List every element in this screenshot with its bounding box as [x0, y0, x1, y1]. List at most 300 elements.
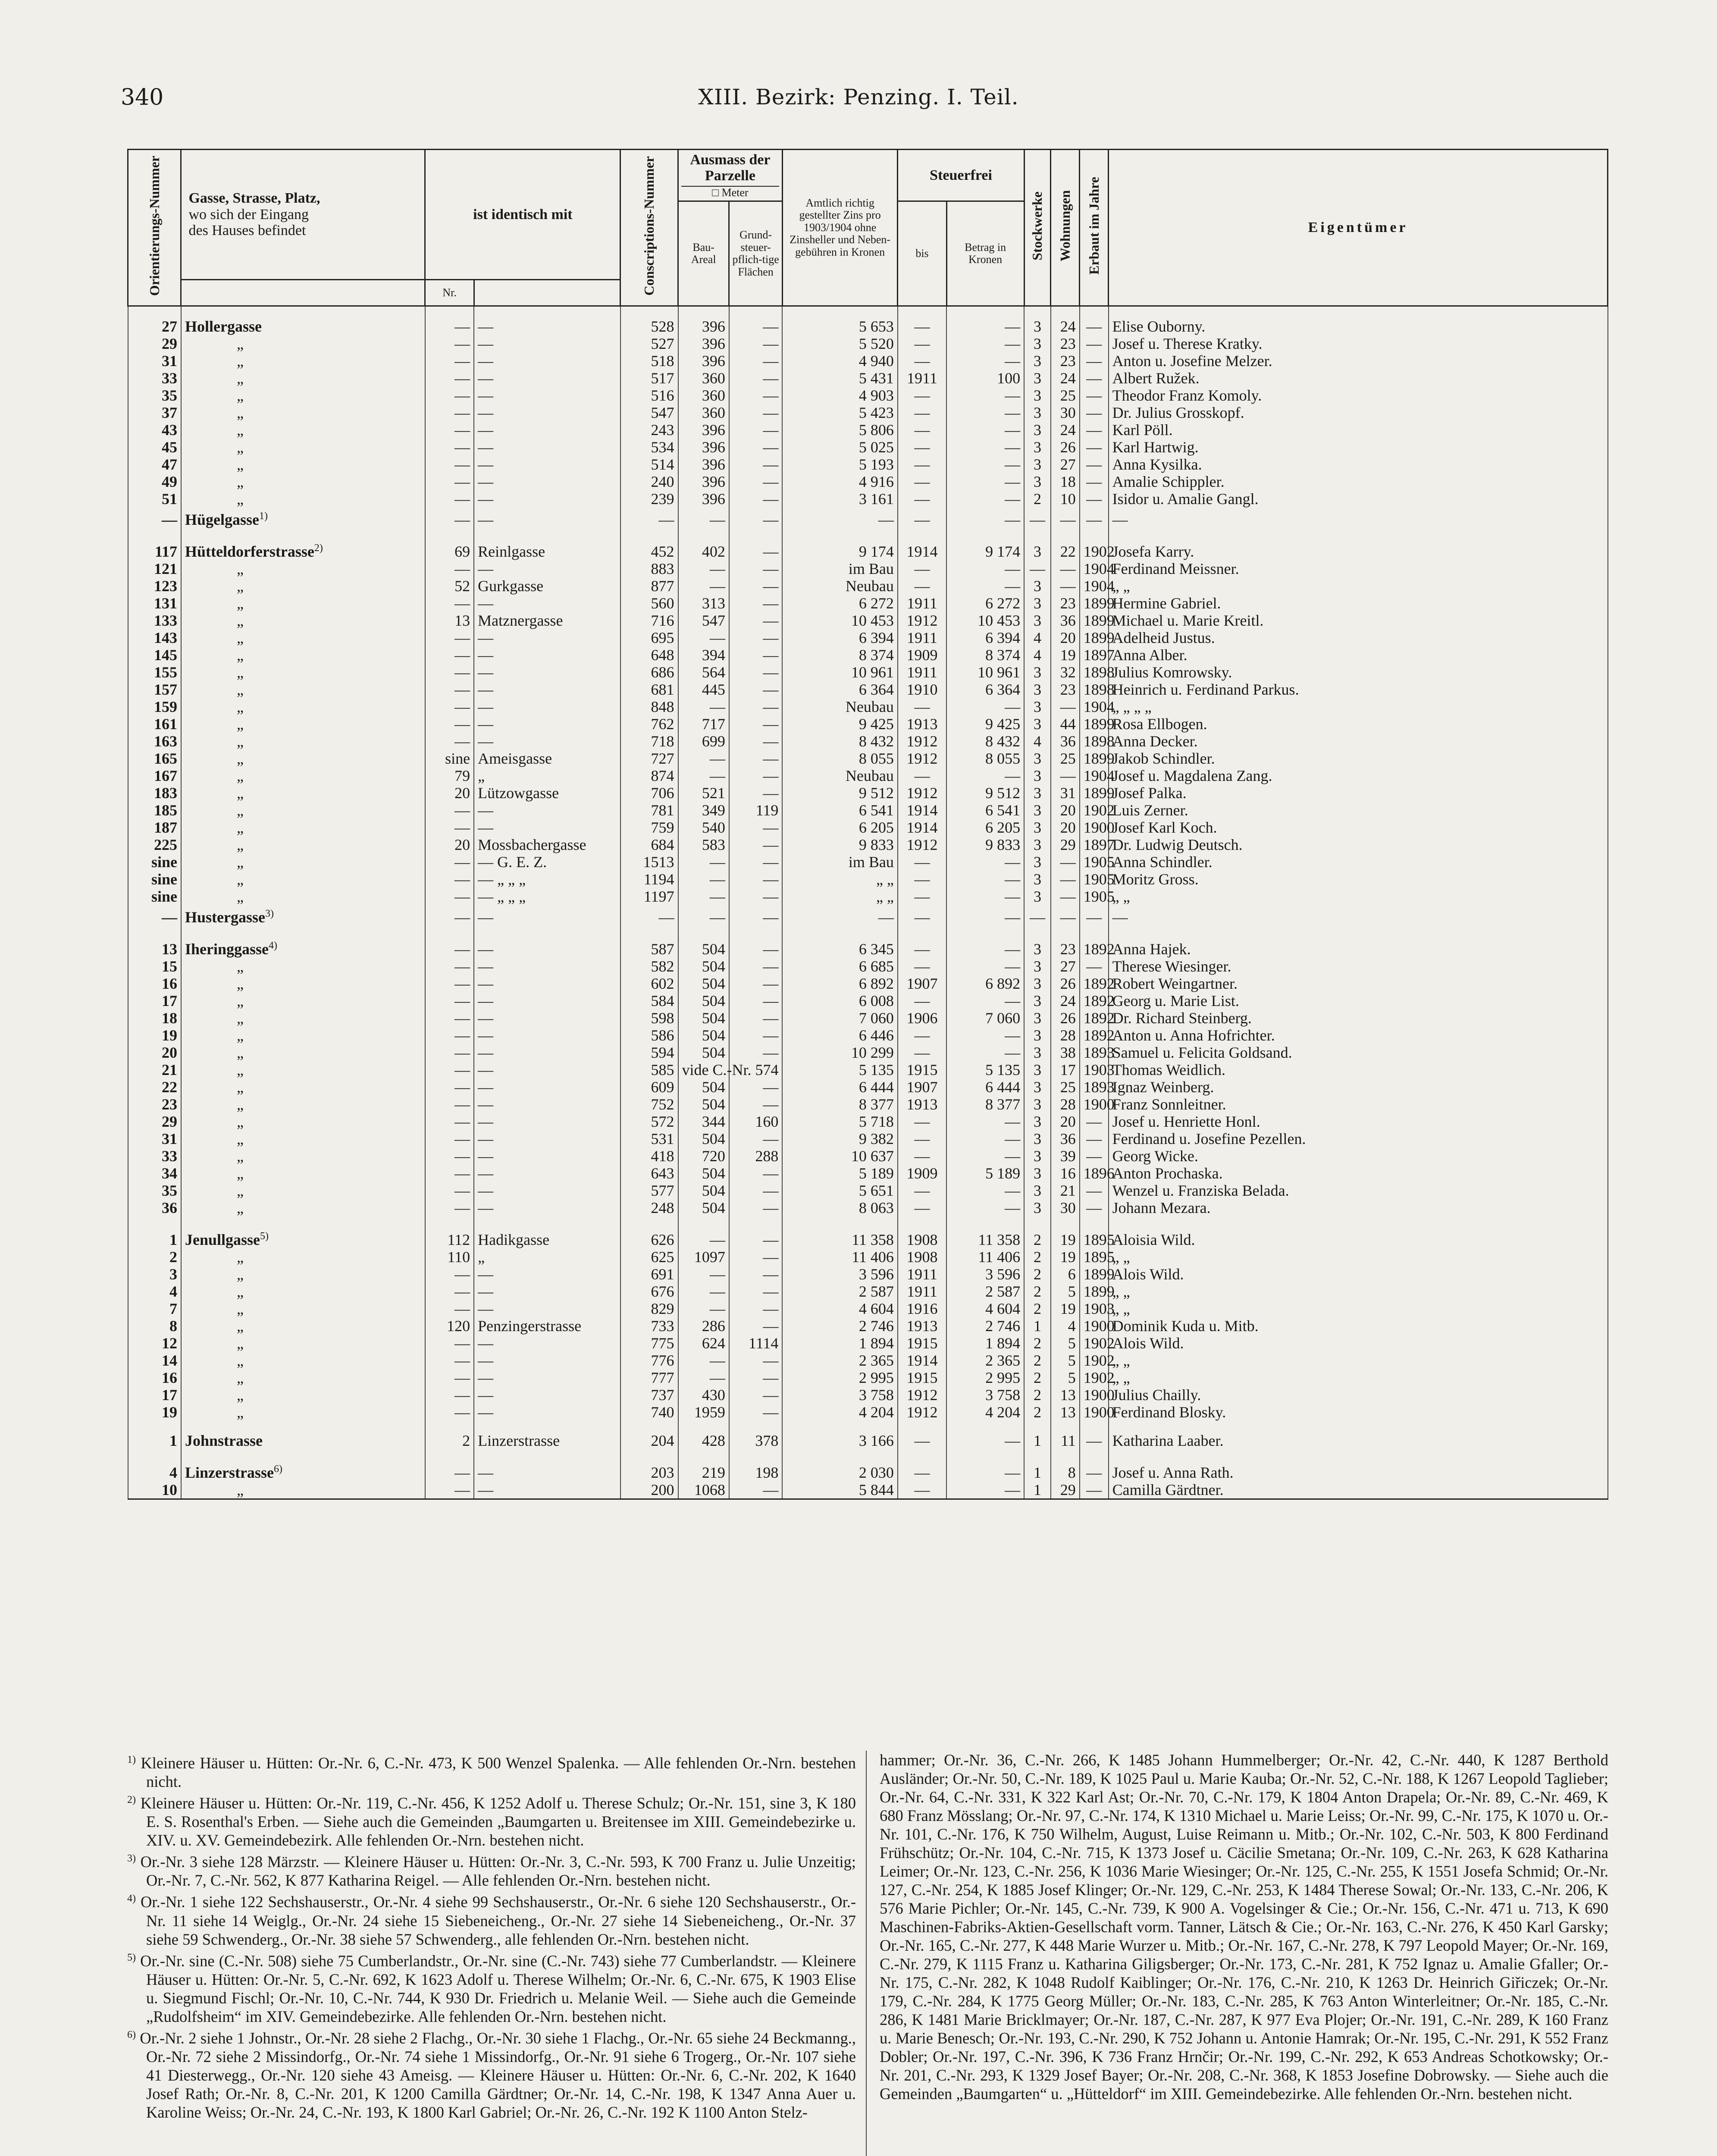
cell-ident-street: —: [474, 560, 620, 577]
cell-bau-areal: [678, 1449, 729, 1460]
cell-or-nr: 1: [128, 1432, 181, 1449]
cell-owner: [1109, 306, 1608, 318]
cell-bau-areal: —: [678, 1300, 729, 1317]
cell-stockwerke: 3: [1024, 404, 1051, 421]
cell-steuerfrei-bis: 1914: [898, 539, 946, 560]
cell-or-nr: 21: [128, 1061, 181, 1078]
cell-zins: 6 541: [782, 802, 898, 819]
cell-grund-flaeche: —: [729, 1009, 783, 1027]
cell-owner: Camilla Gärdtner.: [1109, 1481, 1608, 1499]
cell-owner: [1109, 1449, 1608, 1460]
cell-erbaut: 1899: [1080, 750, 1109, 767]
cell-conscr-nr: 1197: [620, 888, 678, 905]
ditto-mark: „: [236, 681, 244, 698]
cell-steuerfrei-bis: [898, 306, 946, 318]
cell-ident-nr: —: [425, 318, 474, 335]
cell-ident-nr: 52: [425, 577, 474, 595]
cell-owner: [1109, 528, 1608, 539]
cell-ident-nr: —: [425, 1027, 474, 1044]
cell-zins: im Bau: [782, 560, 898, 577]
cell-conscr-nr: 584: [620, 992, 678, 1009]
cell-street: [181, 560, 425, 577]
cell-street: [181, 421, 425, 439]
footnote: [127, 1890, 856, 1948]
cell-ident-nr: —: [425, 387, 474, 404]
cell-ident-nr: —: [425, 1113, 474, 1130]
cell-grund-flaeche: —: [729, 715, 783, 733]
table-row: [128, 1078, 1608, 1096]
cell-steuerfrei-betrag: —: [946, 937, 1024, 958]
cell-zins: —: [782, 905, 898, 926]
cell-zins: 5 423: [782, 404, 898, 421]
cell-ident-street: —: [474, 905, 620, 926]
cell-grund-flaeche: [729, 528, 783, 539]
cell-grund-flaeche: —: [729, 1386, 783, 1404]
footnote-mark: 3): [127, 1853, 136, 1865]
cell-street: [181, 1300, 425, 1317]
ditto-mark: „: [236, 1027, 244, 1044]
ditto-mark: „: [236, 1113, 244, 1130]
cell-steuerfrei-betrag: 6 364: [946, 681, 1024, 698]
street-name: Hügelgasse: [185, 511, 259, 528]
col-eigentuemer: Eigentümer: [1109, 150, 1608, 306]
footnote-mark: 4): [127, 1893, 136, 1905]
cell-stockwerke: 3: [1024, 1147, 1051, 1165]
cell-steuerfrei-bis: —: [898, 508, 946, 528]
cell-grund-flaeche: [729, 1421, 783, 1432]
cell-conscr-nr: 781: [620, 802, 678, 819]
cell-street: [181, 888, 425, 905]
cell-ident-street: —: [474, 1283, 620, 1300]
cell-owner: Anna Decker.: [1109, 733, 1608, 750]
cell-street: [181, 528, 425, 539]
cell-conscr-nr: 594: [620, 1044, 678, 1061]
cell-grund-flaeche: —: [729, 421, 783, 439]
col-ident-sub: [474, 280, 620, 306]
cell-grund-flaeche: —: [729, 646, 783, 664]
cell-ident-street: Linzerstrasse: [474, 1432, 620, 1449]
cell-steuerfrei-betrag: 1 894: [946, 1335, 1024, 1352]
cell-stockwerke: 3: [1024, 1096, 1051, 1113]
cell-ident-nr: —: [425, 370, 474, 387]
cell-bau-areal: 504: [678, 937, 729, 958]
cell-stockwerke: —: [1024, 905, 1051, 926]
cell-ident-street: —: [474, 1096, 620, 1113]
cell-steuerfrei-bis: 1909: [898, 1165, 946, 1182]
cell-bau-areal: 349: [678, 802, 729, 819]
cell-street: [181, 1266, 425, 1283]
cell-wohnungen: 30: [1051, 1199, 1080, 1216]
cell-owner: Josefa Karry.: [1109, 539, 1608, 560]
cell-stockwerke: 3: [1024, 871, 1051, 888]
table-row: [128, 871, 1608, 888]
cell-street: [181, 992, 425, 1009]
cell-conscr-nr: 452: [620, 539, 678, 560]
cell-or-nr: 47: [128, 456, 181, 473]
cell-conscr-nr: 560: [620, 595, 678, 612]
cell-street: [181, 508, 425, 528]
cell-zins: [782, 926, 898, 937]
table-row: [128, 490, 1608, 508]
cell-or-nr: 51: [128, 490, 181, 508]
cell-wohnungen: [1051, 1421, 1080, 1432]
cell-stockwerke: 3: [1024, 1130, 1051, 1147]
cell-owner: Therese Wiesinger.: [1109, 958, 1608, 975]
cell-erbaut: 1904: [1080, 577, 1109, 595]
cell-erbaut: 1897: [1080, 646, 1109, 664]
cell-or-nr: 163: [128, 733, 181, 750]
cell-wohnungen: 31: [1051, 784, 1080, 802]
spacer-row: [128, 306, 1608, 318]
cell-ident-street: —: [474, 404, 620, 421]
cell-bau-areal: 445: [678, 681, 729, 698]
cell-zins: 10 961: [782, 664, 898, 681]
cell-grund-flaeche: —: [729, 595, 783, 612]
footnote-ref: 5): [260, 1231, 269, 1242]
cell-steuerfrei-bis: —: [898, 456, 946, 473]
cell-conscr-nr: 829: [620, 1300, 678, 1317]
cell-stockwerke: 3: [1024, 836, 1051, 853]
cell-owner: Karl Hartwig.: [1109, 439, 1608, 456]
ditto-mark: „: [236, 1248, 244, 1266]
ditto-mark: „: [236, 836, 244, 853]
cell-bau-areal: 396: [678, 473, 729, 490]
cell-erbaut: 1903: [1080, 1061, 1109, 1078]
cell-ident-nr: 2: [425, 1432, 474, 1449]
street-name: Linzerstrasse: [185, 1464, 274, 1481]
cell-or-nr: 22: [128, 1078, 181, 1096]
cell-ident-nr: —: [425, 1266, 474, 1283]
cell-bau-areal: —: [678, 853, 729, 871]
footnote-ref: 4): [269, 940, 277, 951]
cell-stockwerke: 1: [1024, 1317, 1051, 1335]
cell-erbaut: 1892: [1080, 1027, 1109, 1044]
cell-zins: 3 161: [782, 490, 898, 508]
cell-zins: „ „: [782, 871, 898, 888]
cell-ident-street: —: [474, 1009, 620, 1027]
ditto-mark: „: [236, 1369, 244, 1386]
ditto-mark: „: [236, 1078, 244, 1096]
cell-wohnungen: 44: [1051, 715, 1080, 733]
table-row: [128, 335, 1608, 352]
cell-steuerfrei-betrag: 7 060: [946, 1009, 1024, 1027]
cell-wohnungen: 27: [1051, 456, 1080, 473]
col-amtlich: Amtlich richtig gestellter Zins pro 1903/1904 ohne Zinsheller und Neben-gebühren in Kronen: [782, 150, 898, 306]
cell-or-nr: 23: [128, 1096, 181, 1113]
cell-zins: 5 189: [782, 1165, 898, 1182]
cell-ident-street: Ameisgasse: [474, 750, 620, 767]
ditto-mark: „: [236, 784, 244, 802]
footnote-ref: 2): [314, 542, 323, 554]
cell-erbaut: 1893: [1080, 1078, 1109, 1096]
cell-steuerfrei-bis: [898, 1421, 946, 1432]
ditto-mark: „: [236, 871, 244, 888]
cell-owner: Johann Mezara.: [1109, 1199, 1608, 1216]
cell-bau-areal: [678, 528, 729, 539]
cell-steuerfrei-bis: —: [898, 490, 946, 508]
table-row: [128, 958, 1608, 975]
cell-steuerfrei-betrag: —: [946, 1027, 1024, 1044]
table-row: [128, 473, 1608, 490]
cell-ident-nr: —: [425, 664, 474, 681]
cell-or-nr: —: [128, 905, 181, 926]
table-row: [128, 1165, 1608, 1182]
cell-ident-nr: —: [425, 1283, 474, 1300]
ditto-mark: „: [236, 1317, 244, 1335]
table-row: [128, 715, 1608, 733]
table-row: [128, 681, 1608, 698]
spacer-row: [128, 1449, 1608, 1460]
cell-wohnungen: 6: [1051, 1266, 1080, 1283]
cell-steuerfrei-bis: 1916: [898, 1300, 946, 1317]
cell-steuerfrei-betrag: 2 746: [946, 1317, 1024, 1335]
cell-conscr-nr: 776: [620, 1352, 678, 1369]
cell-bau-areal: 360: [678, 404, 729, 421]
cell-steuerfrei-betrag: —: [946, 335, 1024, 352]
cell-or-nr: sine: [128, 853, 181, 871]
table-row: [128, 664, 1608, 681]
cell-or-nr: 35: [128, 387, 181, 404]
cell-erbaut: —: [1080, 1460, 1109, 1481]
cell-steuerfrei-betrag: 2 587: [946, 1283, 1024, 1300]
cell-erbaut: 1896: [1080, 1165, 1109, 1182]
cell-owner: Georg Wicke.: [1109, 1147, 1608, 1165]
table-row: [128, 1009, 1608, 1027]
cell-ident-street: Mossbachergasse: [474, 836, 620, 853]
cell-ident-nr: —: [425, 1147, 474, 1165]
cell-steuerfrei-betrag: 10 961: [946, 664, 1024, 681]
cell-ident-street: —: [474, 819, 620, 836]
cell-bau-areal: 504: [678, 992, 729, 1009]
cell-street: [181, 352, 425, 370]
cell-ident-street: —: [474, 1147, 620, 1165]
cell-zins: 5 718: [782, 1113, 898, 1130]
cell-ident-street: —: [474, 1027, 620, 1044]
cell-or-nr: 16: [128, 975, 181, 992]
cell-zins: 6 205: [782, 819, 898, 836]
cell-or-nr: 16: [128, 1369, 181, 1386]
cell-steuerfrei-betrag: —: [946, 888, 1024, 905]
cell-conscr-nr: 204: [620, 1432, 678, 1449]
cell-bau-areal: 360: [678, 387, 729, 404]
cell-zins: 6 446: [782, 1027, 898, 1044]
cell-or-nr: 183: [128, 784, 181, 802]
cell-erbaut: 1904: [1080, 698, 1109, 715]
cell-ident-nr: —: [425, 1130, 474, 1147]
cell-steuerfrei-bis: 1914: [898, 1352, 946, 1369]
cell-or-nr: 19: [128, 1027, 181, 1044]
cell-erbaut: —: [1080, 958, 1109, 975]
cell-steuerfrei-bis: —: [898, 439, 946, 456]
cell-or-nr: 10: [128, 1481, 181, 1499]
cell-street: [181, 1199, 425, 1216]
cell-bau-areal: —: [678, 1266, 729, 1283]
cell-steuerfrei-bis: 1909: [898, 646, 946, 664]
ditto-mark: „: [236, 456, 244, 473]
cell-ident-street: —: [474, 473, 620, 490]
ditto-mark: „: [236, 767, 244, 784]
spacer-row: [128, 528, 1608, 539]
cell-erbaut: —: [1080, 370, 1109, 387]
cell-erbaut: 1900: [1080, 1096, 1109, 1113]
cell-grund-flaeche: —: [729, 335, 783, 352]
cell-or-nr: 225: [128, 836, 181, 853]
cell-or-nr: 157: [128, 681, 181, 698]
cell-ident-street: —: [474, 1165, 620, 1182]
cell-ident-street: —: [474, 1044, 620, 1061]
cell-steuerfrei-betrag: —: [946, 1182, 1024, 1199]
cell-wohnungen: 13: [1051, 1404, 1080, 1421]
cell-bau-areal: —: [678, 750, 729, 767]
cell-or-nr: [128, 1216, 181, 1228]
cell-ident-street: — „ „ „: [474, 888, 620, 905]
cell-conscr-nr: 759: [620, 819, 678, 836]
cell-steuerfrei-bis: —: [898, 560, 946, 577]
cell-ident-nr: 20: [425, 836, 474, 853]
footnote-text: Or.-Nr. 2 siehe 1 Johnstr., Or.-Nr. 28 siehe 2 Flachg., Or.-Nr. 30 siehe 1 Flachg., Or.-Nr. 65 siehe 24 Beckmanng., Or.-Nr. 72 siehe 2 Missindorfg., Or.-Nr. 74 siehe 1 Missindorfg., Or.-Nr. 91 siehe 6 Trogerg., Or.-Nr. 107 siehe 41 Diesterwegg., Or.-Nr. 120 siehe 43 Ameisg. — Kleinere Häuser u. Hütten: Or.-Nr. 6, C.-Nr. 202, K 1640 Josef Rath; Or.-Nr. 8, C.-Nr. 201, K 1200 Camilla Gärdtner; Or.-Nr. 14, C.-Nr. 198, K 1347 Anna Auer u. Karoline Weiss; Or.-Nr. 24, C.-Nr. 193, K 1800 Karl Gabriel; Or.-Nr. 26, C.-Nr. 192 K 1100 Anton Stelz-: [136, 2029, 856, 2121]
cell-conscr-nr: 695: [620, 629, 678, 646]
cell-ident-nr: —: [425, 1352, 474, 1369]
cell-owner: Isidor u. Amalie Gangl.: [1109, 490, 1608, 508]
cell-or-nr: 33: [128, 370, 181, 387]
cell-ident-nr: —: [425, 958, 474, 975]
cell-steuerfrei-betrag: [946, 1216, 1024, 1228]
cell-stockwerke: 3: [1024, 698, 1051, 715]
cell-bau-areal: 504: [678, 1078, 729, 1096]
cell-conscr-nr: [620, 1216, 678, 1228]
cell-stockwerke: 1: [1024, 1432, 1051, 1449]
cell-street: [181, 1096, 425, 1113]
cell-conscr-nr: 848: [620, 698, 678, 715]
cell-conscr-nr: 418: [620, 1147, 678, 1165]
cell-street: [181, 1449, 425, 1460]
cell-erbaut: —: [1080, 1113, 1109, 1130]
cell-grund-flaeche: —: [729, 1317, 783, 1335]
cell-ident-street: —: [474, 595, 620, 612]
cell-ident-nr: —: [425, 975, 474, 992]
cell-bau-areal: [678, 926, 729, 937]
cell-stockwerke: 2: [1024, 1335, 1051, 1352]
footnote-text: Or.-Nr. 3 siehe 128 Märzstr. — Kleinere Häuser u. Hütten: Or.-Nr. 3, C.-Nr. 593, K 700 Franz u. Julie Unzeitig; Or.-Nr. 7, C.-Nr. 562, K 877 Katharina Reigel. — Alle fehlenden Or.-Nrn. bestehen nicht.: [136, 1853, 856, 1890]
cell-steuerfrei-betrag: —: [946, 992, 1024, 1009]
cell-ident-street: — G. E. Z.: [474, 853, 620, 871]
ditto-mark: „: [236, 958, 244, 975]
cell-bau-areal: 396: [678, 490, 729, 508]
col-betrag: Betrag in Kronen: [946, 201, 1024, 306]
cell-conscr-nr: 883: [620, 560, 678, 577]
cell-wohnungen: 26: [1051, 1009, 1080, 1027]
cell-street: [181, 456, 425, 473]
cell-steuerfrei-bis: —: [898, 473, 946, 490]
col-bau: Bau-Areal: [678, 201, 729, 306]
cell-stockwerke: 3: [1024, 612, 1051, 629]
cell-ident-street: —: [474, 1335, 620, 1352]
cell-bau-areal: 344: [678, 1113, 729, 1130]
cell-grund-flaeche: —: [729, 1165, 783, 1182]
cell-steuerfrei-bis: —: [898, 1460, 946, 1481]
cell-steuerfrei-betrag: 4 604: [946, 1300, 1024, 1317]
cell-bau-areal: 717: [678, 715, 729, 733]
cell-stockwerke: [1024, 528, 1051, 539]
cell-owner: Katharina Laaber.: [1109, 1432, 1608, 1449]
cell-grund-flaeche: —: [729, 1404, 783, 1421]
cell-stockwerke: 4: [1024, 629, 1051, 646]
cell-stockwerke: [1024, 1421, 1051, 1432]
cell-wohnungen: 19: [1051, 1248, 1080, 1266]
cell-street: [181, 937, 425, 958]
cell-steuerfrei-betrag: [946, 306, 1024, 318]
cell-ident-nr: —: [425, 335, 474, 352]
cell-street: [181, 1386, 425, 1404]
cell-ident-nr: —: [425, 1369, 474, 1386]
cell-or-nr: 7: [128, 1300, 181, 1317]
cell-zins: 6 892: [782, 975, 898, 992]
cell-bau-areal: —: [678, 767, 729, 784]
cell-steuerfrei-bis: —: [898, 1113, 946, 1130]
table-row: [128, 1432, 1608, 1449]
cell-erbaut: —: [1080, 404, 1109, 421]
cell-or-nr: 155: [128, 664, 181, 681]
cell-grund-flaeche: —: [729, 733, 783, 750]
cell-street: [181, 698, 425, 715]
cell-zins: 10 637: [782, 1147, 898, 1165]
cell-wohnungen: 24: [1051, 318, 1080, 335]
table-row: [128, 1130, 1608, 1147]
running-title: XIII. Bezirk: Penzing. I. Teil.: [698, 85, 1019, 110]
cell-street: [181, 539, 425, 560]
cell-ident-nr: —: [425, 1199, 474, 1216]
cell-ident-street: „: [474, 767, 620, 784]
cell-steuerfrei-bis: —: [898, 1432, 946, 1449]
cell-erbaut: 1900: [1080, 1404, 1109, 1421]
cell-grund-flaeche: —: [729, 439, 783, 456]
cell-erbaut: —: [1080, 1182, 1109, 1199]
table-row: [128, 1061, 1608, 1078]
table-row: [128, 456, 1608, 473]
cell-zins: 5 653: [782, 318, 898, 335]
cell-erbaut: 1897: [1080, 836, 1109, 853]
cell-stockwerke: 2: [1024, 1248, 1051, 1266]
cell-street: [181, 387, 425, 404]
table-row: [128, 439, 1608, 456]
col-steuerfrei: Steuerfrei: [898, 150, 1024, 201]
cell-or-nr: 187: [128, 819, 181, 836]
cell-owner: Georg u. Marie List.: [1109, 992, 1608, 1009]
cell-stockwerke: 3: [1024, 664, 1051, 681]
cell-steuerfrei-bis: —: [898, 577, 946, 595]
cell-owner: Josef u. Therese Kratky.: [1109, 335, 1608, 352]
cell-steuerfrei-betrag: 6 394: [946, 629, 1024, 646]
cell-conscr-nr: 243: [620, 421, 678, 439]
cell-street: [181, 1460, 425, 1481]
cell-stockwerke: 3: [1024, 975, 1051, 992]
cell-stockwerke: 1: [1024, 1481, 1051, 1499]
cell-bau-areal: 504: [678, 1027, 729, 1044]
cell-owner: Amalie Schippler.: [1109, 473, 1608, 490]
cell-steuerfrei-bis: 1912: [898, 836, 946, 853]
cell-grund-flaeche: 119: [729, 802, 783, 819]
cell-or-nr: 167: [128, 767, 181, 784]
table-row: [128, 1044, 1608, 1061]
cell-conscr-nr: 737: [620, 1386, 678, 1404]
ditto-mark: „: [236, 404, 244, 421]
cell-grund-flaeche: 288: [729, 1147, 783, 1165]
cell-wohnungen: 18: [1051, 473, 1080, 490]
cell-wohnungen: —: [1051, 698, 1080, 715]
cell-bau-areal: 504: [678, 1044, 729, 1061]
cell-ident-nr: [425, 1216, 474, 1228]
cell-steuerfrei-betrag: —: [946, 456, 1024, 473]
